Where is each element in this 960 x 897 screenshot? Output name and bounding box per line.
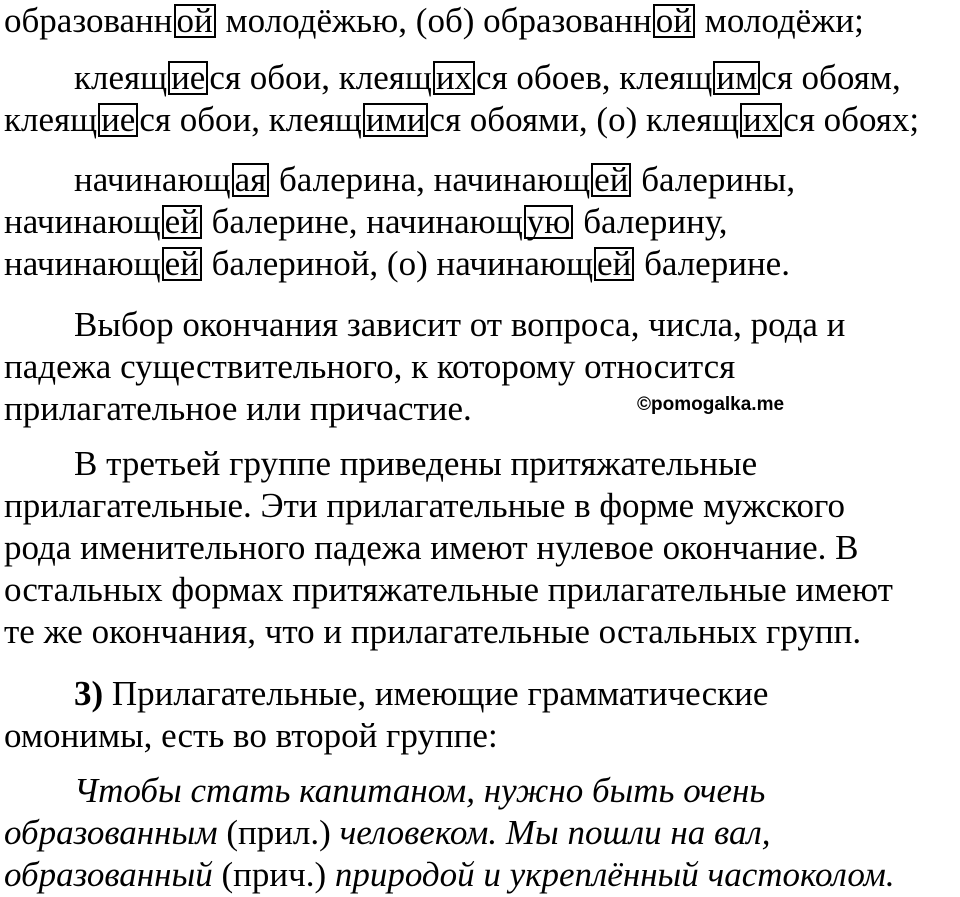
ending-box: ей — [591, 163, 631, 197]
ending-box: их — [740, 103, 782, 137]
paragraph-possessive-adjectives: В третьей группе приведены притяжательные прилагательные. Эти прилагательные в форме мужского рода именительного падежа имеют нулевое окончание. В остальных формах притяжательные прилагательные имеют те же окончания, что и прилагательные остальных групп. — [4, 444, 893, 651]
example-line-educated-youth: образованн ой молодёжью, (об) образованн ой молодёжи; — [4, 1, 864, 40]
example-paragraph-captain: Чтобы стать капитаном, нужно быть очень образованным (прил.) человеком. Мы пошли на вал, образованный (прич.) природой и укреплённый частоколом. — [4, 771, 895, 894]
ending-box: ей — [594, 247, 634, 281]
ending-box: ой — [174, 4, 216, 38]
ending-box: ей — [162, 247, 202, 281]
ending-box: ую — [524, 205, 574, 239]
ending-box: ой — [653, 4, 695, 38]
ending-box: ими — [363, 103, 429, 137]
example-paragraph-wallpaper: клеящ ие ся обои, клеящ их ся обоев, клеящ им ся обоям, клеящ ие ся обои, клеящ ими ся обоями, (о) клеящ их ся обоях; — [4, 58, 920, 139]
ending-box: ие — [98, 103, 138, 137]
ending-box: ие — [168, 61, 208, 95]
item-number: 3) — [74, 674, 104, 713]
ending-box: им — [713, 61, 760, 95]
ending-box: их — [433, 61, 475, 95]
paragraph-homonyms: 3) Прилагательные, имеющие грамматические омонимы, есть во второй группе: — [4, 674, 769, 755]
paragraph-ending-choice: Выбор окончания зависит от вопроса, числа, рода и падежа существительного, к которому относится прилагательное или причастие. — [4, 305, 846, 428]
watermark: ©pomogalka.me — [637, 394, 785, 415]
ending-box: ая — [232, 163, 270, 197]
example-paragraph-ballerina: начинающ ая балерина, начинающ ей балерины, начинающ ей балерине, начинающ ую балерину, начинающ ей балериной, (о) начинающ ей балерине. — [4, 160, 796, 283]
ending-box: ей — [162, 205, 202, 239]
